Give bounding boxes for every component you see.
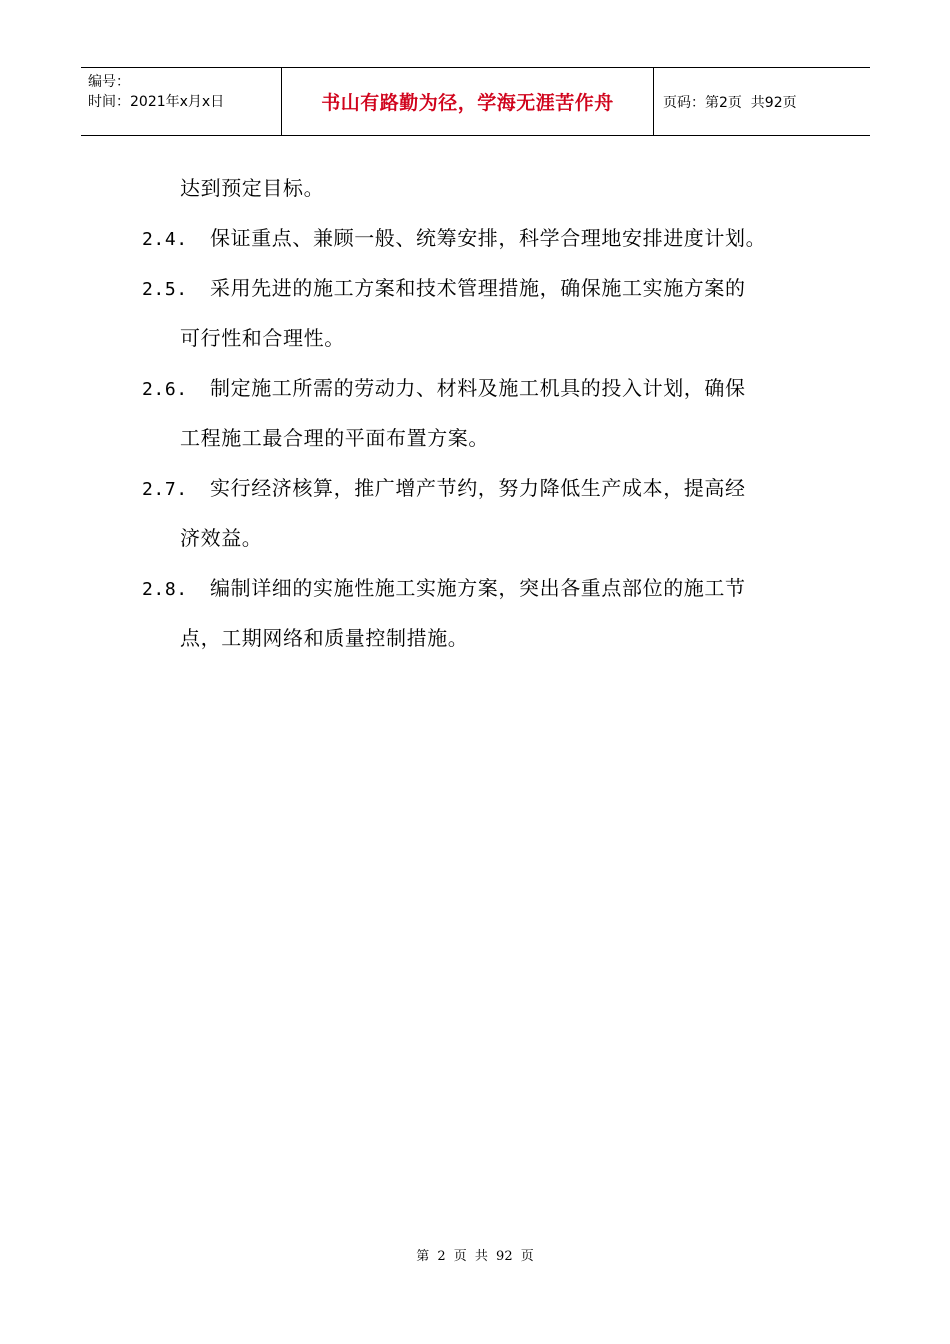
list-item-2-7-continued: 济效益。 [180,526,263,550]
list-item-text: 保证重点、兼顾一般、统筹安排，科学合理地安排进度计划。 [210,226,767,250]
header-motto: 书山有路勤为径，学海无涯苦作舟 [282,68,654,135]
list-item-text: 采用先进的施工方案和技术管理措施，确保施工实施方案的 [210,276,746,300]
list-item-number: 2.5. [142,279,188,300]
header-page-info-text: 页码：第2页 共92页 [663,94,797,111]
list-item-2-6 [142,372,746,401]
list-item-2-4 [142,222,766,251]
continuation-line: 达到预定目标。 [180,176,325,200]
list-item-2-5 [142,272,746,301]
list-item-text: 制定施工所需的劳动力、材料及施工机具的投入计划，确保 [210,376,746,400]
list-item-2-5-continued: 可行性和合理性。 [180,326,345,350]
list-item-2-8-continued: 点，工期网络和质量控制措施。 [180,626,469,650]
header-meta [81,68,282,135]
list-item-2-6-continued: 工程施工最合理的平面布置方案。 [180,426,489,450]
list-item-2-8 [142,572,746,601]
list-item-text: 编制详细的实施性施工实施方案，突出各重点部位的施工节 [210,576,746,600]
list-item-number: 2.8. [142,579,188,600]
page-footer: 第 2 页 共 92 页 [416,1249,534,1264]
header-page-info [654,68,870,135]
list-item-number: 2.4. [142,229,188,250]
list-item-number: 2.6. [142,379,188,400]
document-date-label: 时间：2021年x月x日 [88,94,225,110]
document-number-label: 编号： [88,74,130,90]
list-item-2-7 [142,472,746,501]
list-item-text: 实行经济核算，推广增产节约，努力降低生产成本，提高经 [210,476,746,500]
list-item-number: 2.7. [142,479,188,500]
page-header [81,67,870,136]
